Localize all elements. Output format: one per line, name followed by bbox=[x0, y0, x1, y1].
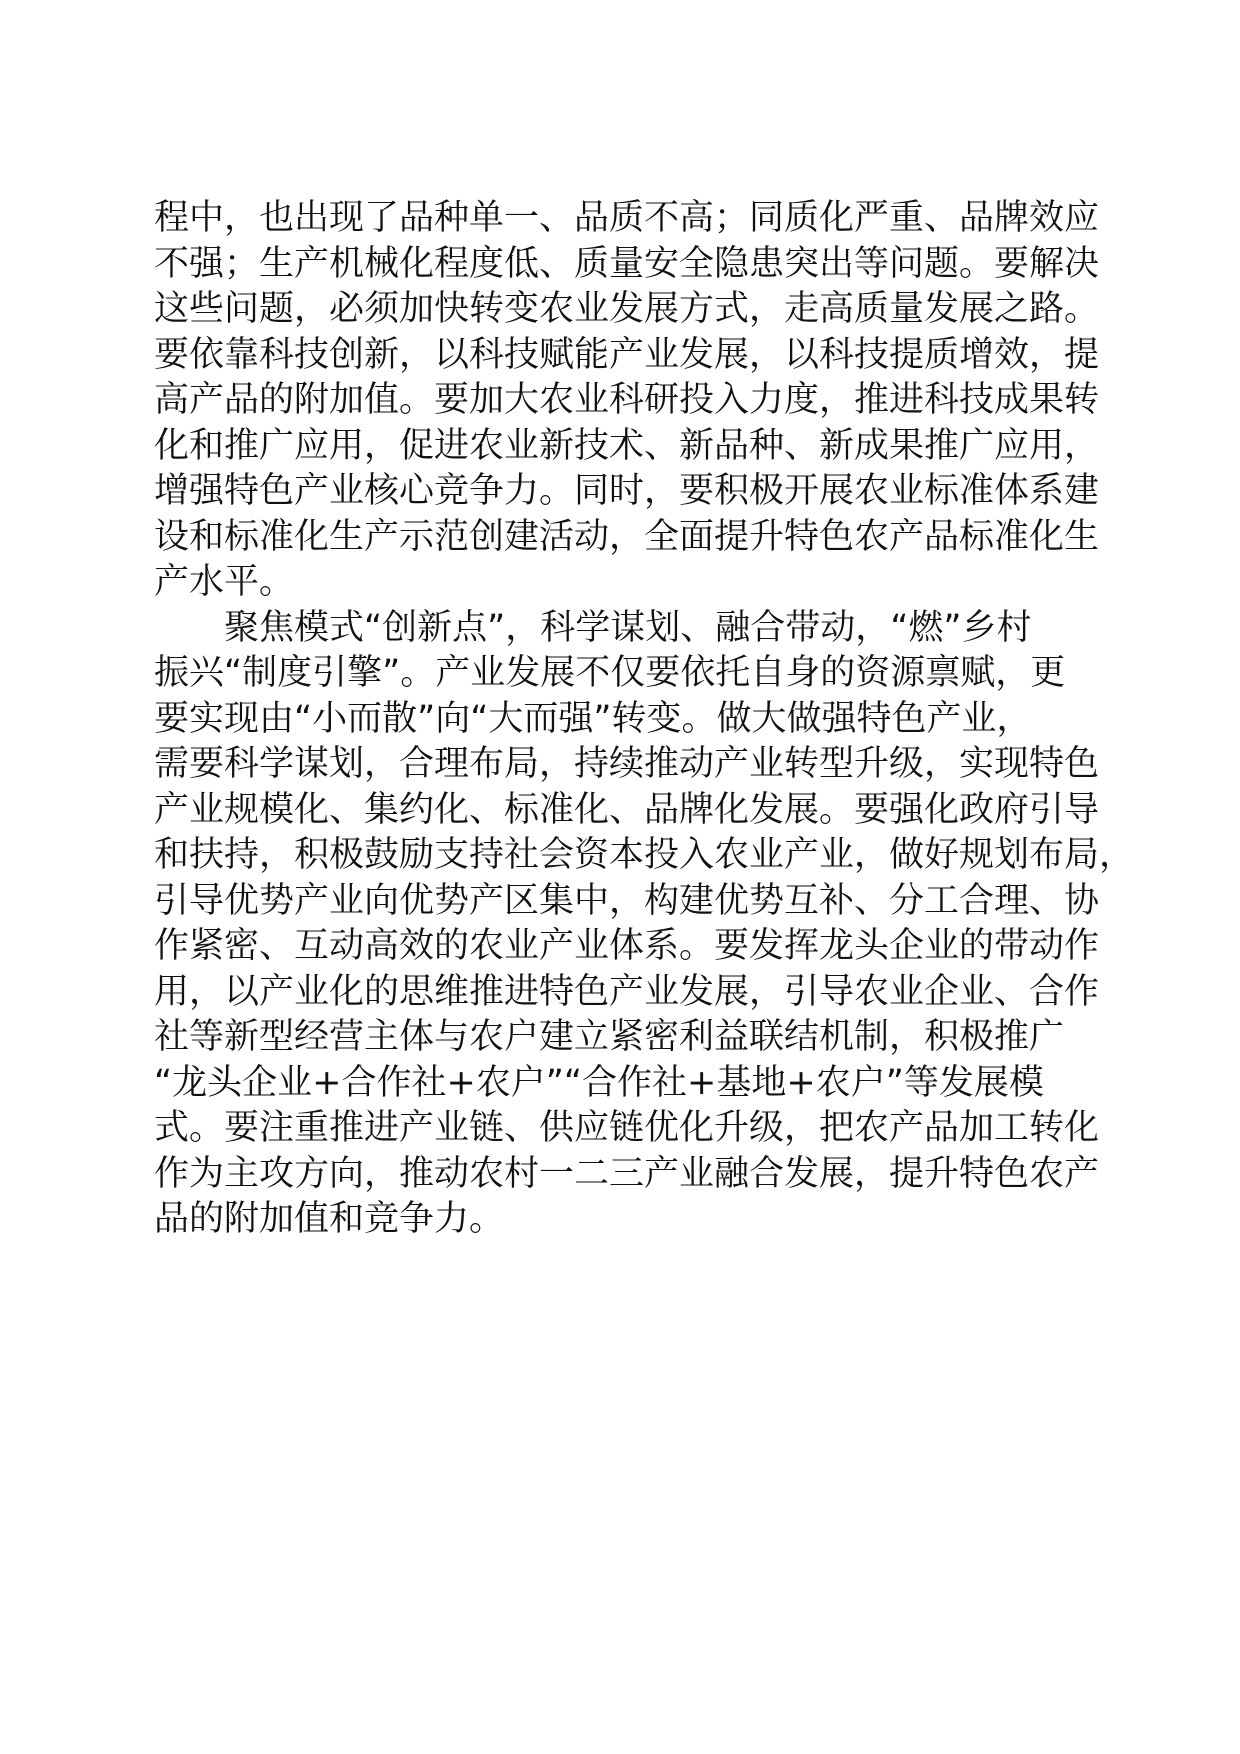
text-line: 引导优势产业向优势产区集中，构建优势互补、分工合理、协 bbox=[154, 880, 1100, 921]
text-line: 作为主攻方向，推动农村一二三产业融合发展，提升特色农产 bbox=[154, 1153, 1100, 1194]
text-line: 产业规模化、集约化、标准化、品牌化发展。要强化政府引导 bbox=[154, 789, 1100, 830]
text-line: 高产品的附加值。要加大农业科研投入力度，推进科技成果转 bbox=[154, 380, 1100, 420]
text-line: 社等新型经营主体与农户建立紧密利益联结机制，积极推广 bbox=[154, 1017, 1065, 1057]
text-line: 用，以产业化的思维推进特色产业发展，引导农业企业、合作 bbox=[154, 971, 1100, 1012]
text-line: 品的附加值和竞争力。 bbox=[154, 1199, 505, 1239]
text-line: “龙头企业+合作社+农户”“合作社+基地+农户”等发展模 bbox=[154, 1062, 1044, 1103]
text-line: 程中，也出现了品种单一、品质不高；同质化严重、品牌效应 bbox=[154, 198, 1100, 238]
body-text bbox=[154, 196, 1135, 1243]
text-line: 产水平。 bbox=[154, 562, 295, 602]
text-line: 作紧密、互动高效的农业产业体系。要发挥龙头企业的带动作 bbox=[154, 926, 1100, 966]
text-line: 需要科学谋划，合理布局，持续推动产业转型升级，实现特色 bbox=[154, 744, 1100, 784]
text-line: 不强；生产机械化程度低、质量安全隐患突出等问题。要解决 bbox=[154, 243, 1100, 284]
text-line: 振兴“制度引擎”。产业发展不仅要依托自身的资源禀赋，更 bbox=[154, 653, 1066, 693]
text-line: 和扶持，积极鼓励支持社会资本投入农业产业，做好规划布局， bbox=[154, 835, 1135, 875]
text-line: 这些问题，必须加快转变农业发展方式，走高质量发展之路。 bbox=[154, 289, 1100, 329]
text-line: 化和推广应用，促进农业新技术、新品种、新成果推广应用， bbox=[154, 425, 1100, 466]
paragraph-first-line: 聚焦模式“创新点”，科学谋划、融合带动，“燃”乡村 bbox=[224, 607, 1032, 648]
text-line: 增强特色产业核心竞争力。同时，要积极开展农业标准体系建 bbox=[154, 471, 1100, 511]
text-line: 要实现由“小而散”向“大而强”转变。做大做强特色产业， bbox=[154, 698, 1032, 739]
text-line: 式。要注重推进产业链、供应链优化升级，把农产品加工转化 bbox=[154, 1108, 1100, 1148]
text-line: 设和标准化生产示范创建活动，全面提升特色农产品标准化生 bbox=[154, 516, 1100, 557]
text-line: 要依靠科技创新，以科技赋能产业发展，以科技提质增效，提 bbox=[154, 334, 1100, 375]
